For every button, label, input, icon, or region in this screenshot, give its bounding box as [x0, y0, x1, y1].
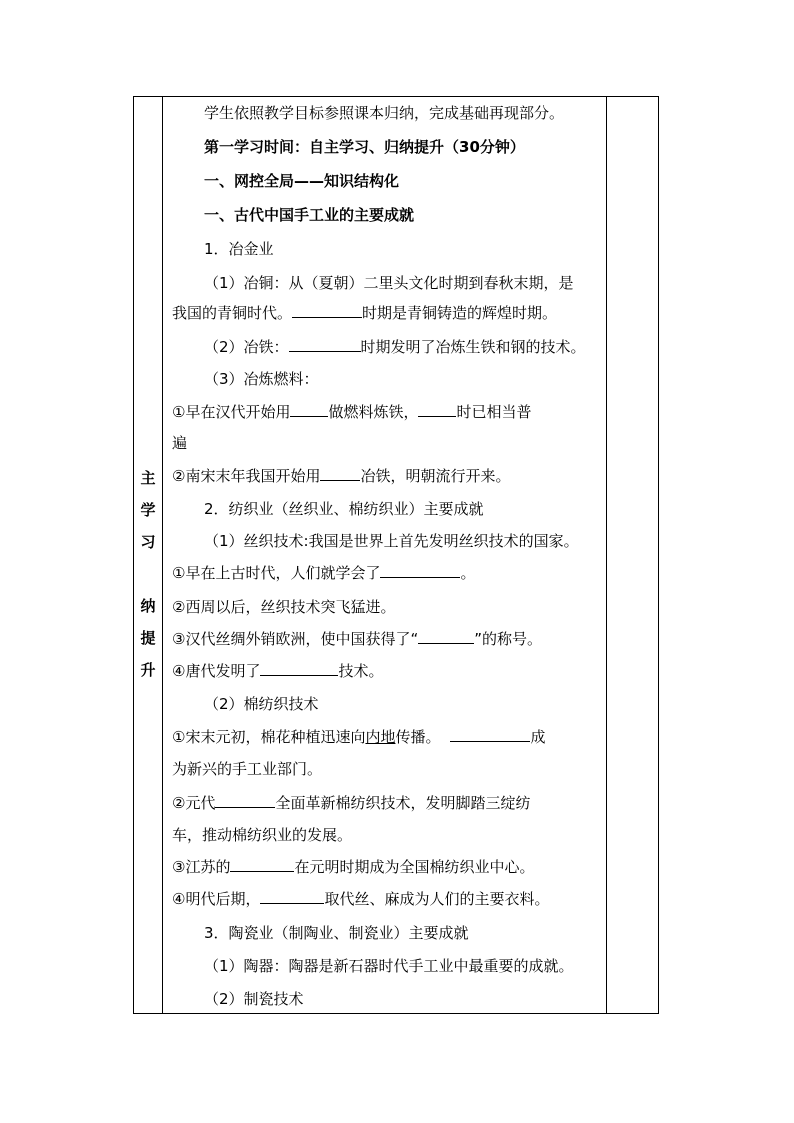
text-line: （2）冶铁： 时期发明了冶炼生铁和钢的技术。 [204, 338, 586, 356]
fill-blank[interactable] [320, 466, 360, 481]
text-line: ④唐代发明了 技术。 [172, 662, 384, 680]
sub-heading: 1．冶金业 [204, 240, 274, 258]
side-char: 纳 [140, 597, 156, 615]
fill-blank[interactable] [215, 793, 275, 808]
side-label [134, 462, 162, 686]
text-line: ④明代后期， 取代丝、麻成为人们的主要衣料。 [172, 890, 550, 908]
sub-heading: （2）制瓷技术 [204, 990, 304, 1008]
text-line: ③汉代丝绸外销欧洲，使中国获得了“ ”的称号。 [172, 630, 543, 648]
text-line: ②西周以后，丝织技术突飞猛进。 [172, 598, 396, 616]
study-table [133, 96, 659, 1014]
fill-blank[interactable] [292, 303, 362, 318]
fill-blank[interactable] [289, 337, 361, 352]
fill-blank[interactable] [260, 661, 338, 676]
fill-blank[interactable] [380, 563, 460, 578]
text-line: ①早在上古时代，人们就学会了 。 [172, 564, 476, 582]
side-char: 学 [140, 501, 156, 519]
topic-heading: 一、古代中国手工业的主要成就 [204, 206, 415, 224]
side-char [134, 558, 162, 590]
text-line: 车，推动棉纺织业的发展。 [172, 826, 353, 844]
column-divider [162, 97, 163, 1013]
fill-blank[interactable] [290, 402, 328, 417]
text-line: 遍 [172, 434, 188, 452]
text-line: （1）冶铜：从（夏朝）二里头文化时期到春秋末期，是 [204, 274, 574, 292]
side-char: 提 [140, 629, 156, 647]
text-line: ②南宋末年我国开始用 冶铁，明朝流行开来。 [172, 467, 511, 485]
session-heading: 第一学习时间：自主学习、归纳提升（30分钟） [204, 138, 525, 156]
intro-line: 学生依照教学目标参照课本归纳，完成基础再现部分。 [204, 104, 565, 122]
side-char: 升 [140, 661, 156, 679]
text-line: （1）丝织技术:我国是世界上首先发明丝织技术的国家。 [204, 532, 579, 550]
sub-heading: （2）棉纺织技术 [204, 695, 319, 713]
text-line: 我国的青铜时代。 时期是青铜铸造的辉煌时期。 [172, 304, 558, 322]
fill-blank[interactable] [418, 402, 456, 417]
sub-heading: 2．纺织业（丝织业、棉纺织业）主要成就 [204, 500, 484, 518]
fill-blank[interactable] [450, 727, 530, 742]
side-char: 主 [140, 469, 156, 487]
text-line: ②元代 全面革新棉纺织技术，发明脚踏三绽纺 [172, 794, 531, 812]
column-divider [606, 97, 607, 1013]
text-line: （1）陶器：陶器是新石器时代手工业中最重要的成就。 [204, 957, 574, 975]
side-char: 习 [140, 533, 156, 551]
text-line: 为新兴的手工业部门。 [172, 760, 323, 778]
fill-blank[interactable] [418, 629, 474, 644]
sub-heading: 3．陶瓷业（制陶业、制瓷业）主要成就 [204, 924, 469, 942]
fill-blank[interactable] [230, 857, 294, 872]
text-line: ③江苏的 在元明时期成为全国棉纺织业中心。 [172, 858, 535, 876]
section-heading: 一、网控全局——知识结构化 [204, 172, 400, 190]
text-line: ①早在汉代开始用 做燃料炼铁， 时已相当普 [172, 403, 532, 421]
text-line: ①宋末元初，棉花种植迅速向内地传播。 成 [172, 728, 546, 746]
text-line: （3）冶炼燃料： [204, 370, 319, 388]
fill-blank[interactable] [260, 889, 324, 904]
